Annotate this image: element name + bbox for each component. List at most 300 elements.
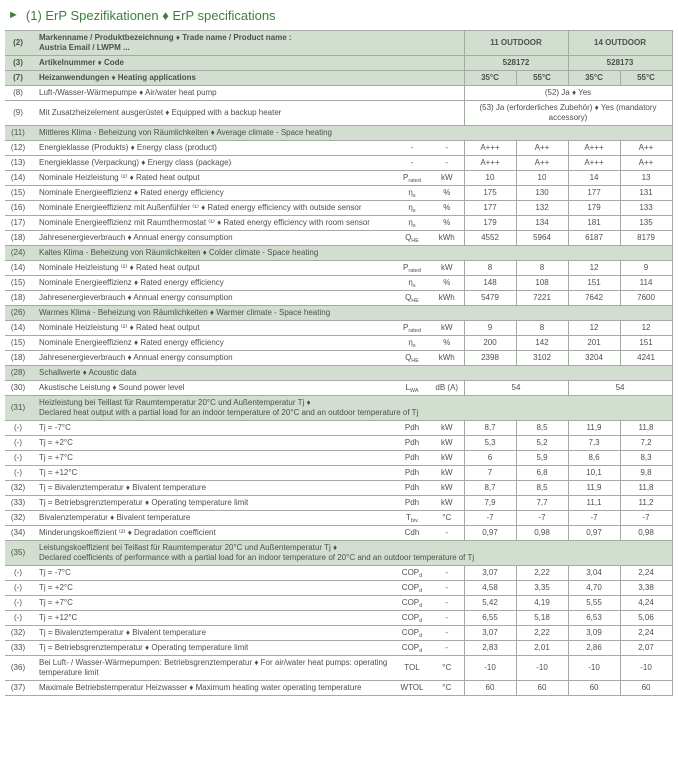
symbol-cell xyxy=(394,481,430,496)
symbol-text: η xyxy=(408,188,413,197)
value-cell: -10 xyxy=(516,656,568,681)
row-label: Jahresenergieverbrauch ♦ Annual energy consumption xyxy=(31,291,394,306)
row-number: (28) xyxy=(5,366,31,381)
unit-cell: - xyxy=(430,596,464,611)
value-cell: 60 xyxy=(516,681,568,696)
symbol-subscript: s xyxy=(412,343,416,349)
value-cell: 55°C xyxy=(516,71,568,86)
row-label: Jahresenergieverbrauch ♦ Annual energy consumption xyxy=(31,351,394,366)
row-label: Energieklasse (Verpackung) ♦ Energy class (package) xyxy=(31,156,394,171)
row-label: Mit Zusatzheizelement ausgerüstet ♦ Equipped with a backup heater xyxy=(31,101,464,126)
table-row xyxy=(5,541,672,566)
symbol-subscript: rated xyxy=(408,268,421,274)
row-label-line: Declared heat output with a partial load for an indoor temperature of 20°C and an outdoor temperature of Tj xyxy=(39,408,419,417)
row-number: (-) xyxy=(5,421,31,436)
row-label: Tj = Bivalenztemperatur ♦ Bivalent temperature xyxy=(31,626,394,641)
value-cell: 8179 xyxy=(620,231,672,246)
value-cell: A++ xyxy=(620,156,672,171)
value-cell: 177 xyxy=(464,201,516,216)
value-cell: 11,2 xyxy=(620,496,672,511)
value-cell: 3,09 xyxy=(568,626,620,641)
symbol-cell xyxy=(394,611,430,626)
row-label: Nominale Heizleistung ⁽²⁾ ♦ Rated heat output xyxy=(31,261,394,276)
row-number: (2) xyxy=(5,31,31,56)
row-label: Jahresenergieverbrauch ♦ Annual energy consumption xyxy=(31,231,394,246)
value-cell: 200 xyxy=(464,336,516,351)
value-cell: A++ xyxy=(620,141,672,156)
symbol-cell xyxy=(394,171,430,186)
row-label: Tj = Bivalenztemperatur ♦ Bivalent temperature xyxy=(31,481,394,496)
row-number: (-) xyxy=(5,611,31,626)
symbol-cell xyxy=(394,656,430,681)
symbol-cell xyxy=(394,566,430,581)
symbol-text: Q xyxy=(405,353,412,362)
row-number: (-) xyxy=(5,566,31,581)
symbol-cell xyxy=(394,216,430,231)
row-number: (36) xyxy=(5,656,31,681)
symbol-cell xyxy=(394,436,430,451)
value-cell: 4,70 xyxy=(568,581,620,596)
row-number: (26) xyxy=(5,306,31,321)
row-label: Tj = +2°C xyxy=(31,436,394,451)
unit-cell: °C xyxy=(430,656,464,681)
symbol-text: Pdh xyxy=(404,483,420,492)
unit-cell: - xyxy=(430,141,464,156)
unit-cell: kW xyxy=(430,451,464,466)
symbol-text: η xyxy=(408,203,413,212)
table-row xyxy=(5,566,672,581)
value-cell: 8,5 xyxy=(516,421,568,436)
row-label-line: Leistungskoeffizient bei Teillast für Raumtemperatur 20°C und Außentemperatur Tj ♦ xyxy=(39,543,338,552)
value-cell: 108 xyxy=(516,276,568,291)
symbol-cell xyxy=(394,336,430,351)
row-label: Tj = +7°C xyxy=(31,596,394,611)
row-number: (32) xyxy=(5,626,31,641)
value-cell: 2,01 xyxy=(516,641,568,656)
symbol-cell xyxy=(394,596,430,611)
value-cell: 3,07 xyxy=(464,626,516,641)
value-cell: 11,9 xyxy=(568,481,620,496)
row-label xyxy=(31,31,464,56)
symbol-text: Pdh xyxy=(404,498,420,507)
unit-cell: °C xyxy=(430,681,464,696)
section-header-label: Kaltes Klima - Beheizung von Räumlichkeiten ♦ Colder climate - Space heating xyxy=(31,246,672,261)
table-row xyxy=(5,381,672,396)
symbol-subscript: HE xyxy=(411,238,419,244)
table-row xyxy=(5,421,672,436)
section-header-label: Mittleres Klima - Beheizung von Räumlichkeiten ♦ Average climate - Space heating xyxy=(31,126,672,141)
value-cell: 0,97 xyxy=(464,526,516,541)
symbol-cell xyxy=(394,186,430,201)
symbol-cell xyxy=(394,641,430,656)
value-cell: 2,24 xyxy=(620,566,672,581)
unit-cell: kW xyxy=(430,321,464,336)
row-label: Luft-/Wasser-Wärmepumpe ♦ Air/water heat pump xyxy=(31,86,464,101)
value-cell: 60 xyxy=(620,681,672,696)
value-cell: 131 xyxy=(620,186,672,201)
value-cell: 181 xyxy=(568,216,620,231)
unit-cell: - xyxy=(430,156,464,171)
value-cell: 8 xyxy=(464,261,516,276)
symbol-cell xyxy=(394,681,430,696)
row-number: (33) xyxy=(5,496,31,511)
value-cell: 7,3 xyxy=(568,436,620,451)
symbol-cell xyxy=(394,581,430,596)
value-cell: 60 xyxy=(568,681,620,696)
value-cell: 5,2 xyxy=(516,436,568,451)
value-cell: 148 xyxy=(464,276,516,291)
table-row xyxy=(5,31,672,56)
symbol-text: Pdh xyxy=(404,423,420,432)
row-number: (15) xyxy=(5,336,31,351)
symbol-subscript: s xyxy=(412,208,416,214)
row-label-line: Declared coefficients of performance with a partial load for an indoor temperature of 20°C and an outdoor temperature of Tj xyxy=(39,553,475,562)
row-number: (12) xyxy=(5,141,31,156)
value-cell: A+++ xyxy=(568,156,620,171)
unit-cell: % xyxy=(430,336,464,351)
row-number: (14) xyxy=(5,261,31,276)
row-label: Nominale Energieeffizienz mit Raumthermostat ⁽¹⁾ ♦ Rated energy efficiency with room sensor xyxy=(31,216,394,231)
value-cell: 151 xyxy=(568,276,620,291)
symbol-subscript: s xyxy=(412,283,416,289)
symbol-text: Pdh xyxy=(404,438,420,447)
value-cell: 2,24 xyxy=(620,626,672,641)
value-cell: 133 xyxy=(620,201,672,216)
value-cell: 2398 xyxy=(464,351,516,366)
value-cell: 8,6 xyxy=(568,451,620,466)
row-number: (-) xyxy=(5,466,31,481)
value-cell: -10 xyxy=(620,656,672,681)
value-cell: 11,1 xyxy=(568,496,620,511)
value-cell: 7221 xyxy=(516,291,568,306)
value-cell: 3,07 xyxy=(464,566,516,581)
value-cell: 13 xyxy=(620,171,672,186)
symbol-subscript: s xyxy=(412,193,416,199)
symbol-cell xyxy=(394,511,430,526)
row-number: (-) xyxy=(5,596,31,611)
value-cell: 4,24 xyxy=(620,596,672,611)
value-cell: A++ xyxy=(516,141,568,156)
row-label: Bivalenztemperatur ♦ Bivalent temperature xyxy=(31,511,394,526)
unit-cell: kWh xyxy=(430,351,464,366)
table-row xyxy=(5,276,672,291)
table-row xyxy=(5,216,672,231)
row-number: (18) xyxy=(5,291,31,306)
page-title xyxy=(0,0,678,30)
row-label: Maximale Betriebstemperatur Heizwasser ♦ Maximum heating water operating temperature xyxy=(31,681,394,696)
value-cell: 201 xyxy=(568,336,620,351)
symbol-cell xyxy=(394,231,430,246)
value-cell: 132 xyxy=(516,201,568,216)
value-cell: 3,38 xyxy=(620,581,672,596)
row-label: Nominale Energieeffizienz ♦ Rated energy efficiency xyxy=(31,186,394,201)
table-row xyxy=(5,201,672,216)
table-row xyxy=(5,581,672,596)
unit-cell: kW xyxy=(430,171,464,186)
value-cell: 4,19 xyxy=(516,596,568,611)
unit-cell: - xyxy=(430,526,464,541)
symbol-text: P xyxy=(403,173,409,182)
symbol-cell xyxy=(394,451,430,466)
unit-cell: - xyxy=(430,566,464,581)
value-cell: 11,9 xyxy=(568,421,620,436)
section-header-label: Schallwerte ♦ Acoustic data xyxy=(31,366,672,381)
value-cell: 10,1 xyxy=(568,466,620,481)
symbol-text: COP xyxy=(401,613,420,622)
symbol-cell xyxy=(394,496,430,511)
value-cell: 5479 xyxy=(464,291,516,306)
table-row xyxy=(5,156,672,171)
symbol-cell xyxy=(394,526,430,541)
unit-cell: °C xyxy=(430,511,464,526)
symbol-cell xyxy=(394,261,430,276)
section-header-label xyxy=(31,396,672,421)
table-row xyxy=(5,611,672,626)
row-number: (9) xyxy=(5,101,31,126)
value-cell: 6,8 xyxy=(516,466,568,481)
row-number: (-) xyxy=(5,436,31,451)
value-cell: 528173 xyxy=(568,56,672,71)
unit-cell: kW xyxy=(430,496,464,511)
value-cell: 0,98 xyxy=(516,526,568,541)
row-number: (11) xyxy=(5,126,31,141)
table-row xyxy=(5,321,672,336)
unit-cell: - xyxy=(430,581,464,596)
unit-cell: kW xyxy=(430,481,464,496)
value-cell: 9,8 xyxy=(620,466,672,481)
value-cell: 60 xyxy=(464,681,516,696)
value-cell: 8,7 xyxy=(464,481,516,496)
value-cell: -7 xyxy=(516,511,568,526)
row-label: Nominale Heizleistung ⁽²⁾ ♦ Rated heat output xyxy=(31,321,394,336)
value-cell: 6187 xyxy=(568,231,620,246)
value-cell: 6,53 xyxy=(568,611,620,626)
value-cell: 175 xyxy=(464,186,516,201)
table-row xyxy=(5,496,672,511)
symbol-text: Q xyxy=(405,293,412,302)
table-row xyxy=(5,71,672,86)
row-number: (15) xyxy=(5,276,31,291)
symbol-subscript: d xyxy=(419,648,423,654)
value-cell: 7,2 xyxy=(620,436,672,451)
row-number: (17) xyxy=(5,216,31,231)
row-label: Nominale Energieeffizienz mit Außenfühler ⁽¹⁾ ♦ Rated energy efficiency with outside sensor xyxy=(31,201,394,216)
row-label: Tj = +12°C xyxy=(31,611,394,626)
symbol-text: COP xyxy=(401,583,420,592)
symbol-cell xyxy=(394,626,430,641)
unit-cell: % xyxy=(430,186,464,201)
table-row xyxy=(5,481,672,496)
value-cell: -10 xyxy=(568,656,620,681)
value-cell: 0,97 xyxy=(568,526,620,541)
table-row xyxy=(5,681,672,696)
value-cell: 5,3 xyxy=(464,436,516,451)
symbol-text: COP xyxy=(401,568,420,577)
table-row xyxy=(5,641,672,656)
value-cell: 7 xyxy=(464,466,516,481)
row-number: (31) xyxy=(5,396,31,421)
value-cell: 134 xyxy=(516,216,568,231)
symbol-subscript: d xyxy=(419,588,423,594)
row-number: (7) xyxy=(5,71,31,86)
symbol-text: η xyxy=(408,218,413,227)
row-label: Tj = -7°C xyxy=(31,566,394,581)
value-cell: 142 xyxy=(516,336,568,351)
row-number: (8) xyxy=(5,86,31,101)
value-cell: 179 xyxy=(464,216,516,231)
symbol-subscript: WA xyxy=(409,388,419,394)
unit-cell: - xyxy=(430,626,464,641)
value-cell: 8,7 xyxy=(464,421,516,436)
value-cell: 2,86 xyxy=(568,641,620,656)
erp-spec-table xyxy=(5,30,673,696)
symbol-cell xyxy=(394,156,430,171)
row-number: (-) xyxy=(5,581,31,596)
value-cell: 14 OUTDOOR xyxy=(568,31,672,56)
section-header-label: Warmes Klima - Beheizung von Räumlichkeiten ♦ Warmer climate - Space heating xyxy=(31,306,672,321)
symbol-cell xyxy=(394,466,430,481)
symbol-text: Q xyxy=(405,233,412,242)
value-cell: 54 xyxy=(464,381,568,396)
row-number: (15) xyxy=(5,186,31,201)
value-cell: 11 OUTDOOR xyxy=(464,31,568,56)
value-cell: 35°C xyxy=(568,71,620,86)
value-cell: 130 xyxy=(516,186,568,201)
row-number: (13) xyxy=(5,156,31,171)
symbol-text: η xyxy=(408,278,413,287)
value-cell: 5,18 xyxy=(516,611,568,626)
triangle-icon: ► xyxy=(8,9,19,21)
table-row xyxy=(5,511,672,526)
table-row xyxy=(5,366,672,381)
table-row xyxy=(5,451,672,466)
unit-cell: - xyxy=(430,611,464,626)
value-cell: 8,5 xyxy=(516,481,568,496)
value-cell: 9 xyxy=(464,321,516,336)
value-cell: A+++ xyxy=(464,156,516,171)
table-row xyxy=(5,436,672,451)
row-number: (30) xyxy=(5,381,31,396)
value-cell: 12 xyxy=(620,321,672,336)
unit-cell: % xyxy=(430,201,464,216)
row-number: (32) xyxy=(5,511,31,526)
row-number: (18) xyxy=(5,231,31,246)
value-cell: 151 xyxy=(620,336,672,351)
symbol-text: Pdh xyxy=(404,468,420,477)
value-cell: 14 xyxy=(568,171,620,186)
value-cell: 6 xyxy=(464,451,516,466)
symbol-text: - xyxy=(410,143,414,152)
symbol-cell xyxy=(394,321,430,336)
row-label: Akustische Leistung ♦ Sound power level xyxy=(31,381,394,396)
row-label: Nominale Energieeffizienz ♦ Rated energy efficiency xyxy=(31,276,394,291)
symbol-text: Cdh xyxy=(404,528,420,537)
row-label: Heizanwendungen ♦ Heating applications xyxy=(31,71,464,86)
value-cell: 7642 xyxy=(568,291,620,306)
row-number: (-) xyxy=(5,451,31,466)
value-cell: 10 xyxy=(464,171,516,186)
row-number: (18) xyxy=(5,351,31,366)
symbol-text: P xyxy=(403,263,409,272)
table-row xyxy=(5,291,672,306)
unit-cell: % xyxy=(430,216,464,231)
symbol-subscript: HE xyxy=(411,358,419,364)
row-label: Tj = Betriebsgrenztemperatur ♦ Operating temperature limit xyxy=(31,641,394,656)
value-cell: (53) Ja (erforderliches Zubehör) ♦ Yes (mandatory accessory) xyxy=(464,101,672,126)
table-row xyxy=(5,466,672,481)
value-cell: 5,06 xyxy=(620,611,672,626)
symbol-text: COP xyxy=(401,628,420,637)
value-cell: 8 xyxy=(516,261,568,276)
value-cell: 8,3 xyxy=(620,451,672,466)
symbol-subscript: rated xyxy=(408,178,421,184)
symbol-cell xyxy=(394,141,430,156)
value-cell: 8 xyxy=(516,321,568,336)
value-cell: 3204 xyxy=(568,351,620,366)
section-header-label xyxy=(31,541,672,566)
symbol-text: T xyxy=(406,513,411,522)
symbol-text: η xyxy=(408,338,413,347)
row-number: (14) xyxy=(5,321,31,336)
value-cell: 3,35 xyxy=(516,581,568,596)
value-cell: 177 xyxy=(568,186,620,201)
value-cell: 9 xyxy=(620,261,672,276)
symbol-text: TOL xyxy=(404,663,420,672)
value-cell: 4552 xyxy=(464,231,516,246)
row-number: (14) xyxy=(5,171,31,186)
value-cell: 135 xyxy=(620,216,672,231)
symbol-text: COP xyxy=(401,643,420,652)
value-cell: 5,42 xyxy=(464,596,516,611)
table-row xyxy=(5,101,672,126)
symbol-cell xyxy=(394,381,430,396)
table-row xyxy=(5,141,672,156)
table-row xyxy=(5,526,672,541)
symbol-subscript: d xyxy=(419,618,423,624)
symbol-cell xyxy=(394,276,430,291)
unit-cell: dB (A) xyxy=(430,381,464,396)
symbol-subscript: d xyxy=(419,573,423,579)
value-cell: 4241 xyxy=(620,351,672,366)
table-row xyxy=(5,626,672,641)
value-cell: 4,58 xyxy=(464,581,516,596)
value-cell: 2,22 xyxy=(516,626,568,641)
table-row xyxy=(5,56,672,71)
value-cell: -10 xyxy=(464,656,516,681)
row-number: (34) xyxy=(5,526,31,541)
row-label-line: Austria Email / LWPM ... xyxy=(39,43,130,52)
row-label: Tj = Betriebsgrenztemperatur ♦ Operating temperature limit xyxy=(31,496,394,511)
value-cell: A+++ xyxy=(464,141,516,156)
table-row xyxy=(5,186,672,201)
table-row xyxy=(5,596,672,611)
row-label: Tj = +2°C xyxy=(31,581,394,596)
symbol-cell xyxy=(394,201,430,216)
unit-cell: kWh xyxy=(430,231,464,246)
unit-cell: % xyxy=(430,276,464,291)
row-label: Tj = +7°C xyxy=(31,451,394,466)
row-number: (3) xyxy=(5,56,31,71)
value-cell: 11,8 xyxy=(620,421,672,436)
value-cell: 5,55 xyxy=(568,596,620,611)
symbol-text: COP xyxy=(401,598,420,607)
unit-cell: kW xyxy=(430,421,464,436)
value-cell: 2,22 xyxy=(516,566,568,581)
value-cell: 55°C xyxy=(620,71,672,86)
unit-cell: kW xyxy=(430,466,464,481)
table-row xyxy=(5,336,672,351)
value-cell: 10 xyxy=(516,171,568,186)
